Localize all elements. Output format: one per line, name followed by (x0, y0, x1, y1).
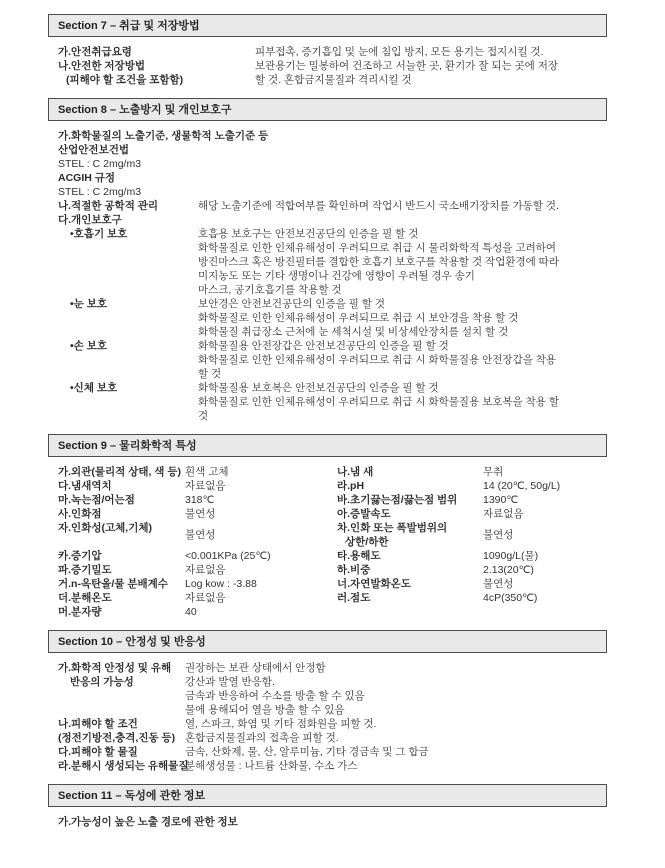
property-row (58, 577, 607, 591)
field-value: 화학물질로 인한 인체유해성이 우려되므로 취급 시 보안경을 착용 할 것 (198, 312, 519, 324)
property-label: 아.증발속도 (337, 508, 391, 520)
field-label: •신체 보호 (70, 382, 118, 394)
field-label: 나.안전한 저장방법 (58, 60, 145, 72)
field-value: 호흡용 보호구는 안전보건공단의 인증을 필 할 것 (198, 228, 419, 240)
property-label: 가.외관(물리적 상태, 색 등) (58, 466, 182, 478)
section-8-header: Section 8 – 노출방지 및 개인보호구 (48, 98, 607, 121)
section-9-header: Section 9 – 물리화학적 특성 (48, 434, 607, 457)
property-row (58, 465, 607, 479)
field-label: (정전기방전,충격,진동 등) (58, 732, 176, 744)
field-value: 방진마스크 혹은 방진필터를 결합한 호흡기 보호구를 착용할 것 작업환경에 따라 (198, 256, 559, 268)
property-value: 흰색 고체 (185, 466, 229, 478)
property-label: 더.분해온도 (58, 592, 112, 604)
field-value: 할 것 (198, 368, 222, 380)
property-value: Log kow : -3.88 (185, 578, 257, 590)
field-label: •호흡기 보호 (70, 228, 128, 240)
field-value: 보관용기는 밀봉하여 건조하고 서늘한 곳, 환기가 잘 되는 곳에 저장 (255, 60, 559, 72)
field-label: 가.안전취급요령 (58, 46, 132, 58)
property-label: 마.녹는점/어는점 (58, 494, 135, 506)
law-name: 산업안전보건법 (58, 144, 130, 156)
stel-value: STEL : C 2mg/m3 (58, 158, 142, 170)
property-value: 1390℃ (483, 494, 519, 506)
exposure-standards-heading: 가.화학물질의 노출기준, 생물학적 노출기준 등 (58, 130, 269, 142)
section-8-content (58, 129, 607, 423)
field-value: 물에 용해되어 열을 방출 할 수 있음 (185, 704, 345, 716)
property-value: 불연성 (185, 508, 216, 520)
property-row (58, 605, 607, 619)
ppe-item-respiratory (58, 227, 607, 297)
property-label: 바.초기끓는점/끓는점 범위 (337, 494, 458, 506)
field-value: 것 (198, 410, 209, 422)
ppe-heading: 다.개인보호구 (58, 214, 122, 226)
property-value: 14 (20℃, 50g/L) (483, 480, 561, 492)
field-value: 화학물질로 인한 인체유해성이 우려되므로 취급 시 화학물질용 보호복을 착용 할 (198, 396, 559, 408)
property-label: 하.비중 (337, 564, 371, 576)
property-value: 자료없음 (185, 592, 226, 604)
field-value: 분해생성물 : 나트륨 산화물, 수소 가스 (185, 760, 358, 772)
ppe-item-hand (58, 339, 607, 381)
field-value: 화학물질용 안전장갑은 안전보건공단의 인증을 필 할 것 (198, 340, 449, 352)
property-label: 거.n-옥탄올/물 분배계수 (58, 578, 168, 590)
ppe-item-eye (58, 297, 607, 339)
property-value: 40 (185, 606, 197, 618)
property-label: 타.용해도 (337, 550, 381, 562)
field-value: 강산과 발열 반응함. (185, 676, 275, 688)
property-row (58, 591, 607, 605)
field-label: 나.피해야 할 조건 (58, 718, 138, 730)
field-label: 다.피해야 할 물질 (58, 746, 138, 758)
property-label: 자.인화성(고체,기체) (58, 522, 152, 534)
materials-to-avoid-row (58, 745, 607, 759)
field-value: 화학물질로 인한 인체유해성이 우려되므로 취급 시 물리화학적 특성을 고려하여 (198, 242, 557, 254)
section-7-content (58, 45, 607, 87)
ppe-item-body (58, 381, 607, 423)
property-row (58, 493, 607, 507)
decomposition-products-row (58, 759, 607, 773)
field-value: 열, 스파크, 화염 및 기타 점화원을 피할 것. (185, 718, 377, 730)
stability-row (58, 661, 607, 717)
section-10-content (58, 661, 607, 773)
field-label: •손 보호 (70, 340, 108, 352)
field-label: 나.적절한 공학적 관리 (58, 200, 159, 212)
field-value: 보안경은 안전보건공단의 인증을 필 할 것 (198, 298, 386, 310)
property-value: 자료없음 (483, 508, 524, 520)
acgih-heading: ACGIH 규정 (58, 172, 116, 184)
property-value: 318℃ (185, 494, 215, 506)
field-label: (피해야 할 조건을 포함함) (66, 74, 184, 86)
property-label: 나.냄 새 (337, 466, 374, 478)
property-value: 자료없음 (185, 564, 226, 576)
property-label: 다.냄새역치 (58, 480, 112, 492)
property-value: 불연성 (483, 529, 514, 541)
property-value: 1090g/L(물) (483, 550, 539, 562)
field-value: 화학물질 취급장소 근처에 눈 세척시설 및 비상세안장치를 설치 할 것 (198, 326, 509, 338)
property-value: 자료없음 (185, 480, 226, 492)
property-label: 머.분자량 (58, 606, 102, 618)
field-value: 권장하는 보관 상태에서 안정함 (185, 662, 326, 674)
property-value: 2.13(20℃) (483, 564, 534, 576)
property-label: 파.증기밀도 (58, 564, 112, 576)
property-row (58, 507, 607, 521)
section-9-content (58, 465, 607, 619)
exposure-route-heading: 가.가능성이 높은 노출 경로에 관한 정보 (58, 816, 238, 828)
property-label: 카.증기압 (58, 550, 102, 562)
section-7-header: Section 7 – 취급 및 저장방법 (48, 14, 607, 37)
section-11-content (58, 815, 607, 829)
property-label: 라.pH (337, 480, 365, 492)
field-value: 미지농도 또는 기타 생명이나 건강에 영향이 우려될 경우 송기 (198, 270, 475, 282)
property-label: 러.점도 (337, 592, 371, 604)
field-value: 금속과 반응하여 수소를 방출 할 수 있음 (185, 690, 365, 702)
property-row (58, 479, 607, 493)
stel-value: STEL : C 2mg/m3 (58, 186, 142, 198)
field-value: 화학물질용 보호복은 안전보건공단의 인증을 필 할 것 (198, 382, 439, 394)
field-value: 할 것. 혼합금지물질과 격리시킬 것 (255, 74, 412, 86)
field-value: 화학물질로 인한 인체유해성이 우려되므로 취급 시 화학물질용 안전장갑을 착용 (198, 354, 557, 366)
property-row (58, 549, 607, 563)
field-label: 라.분해시 생성되는 유해물질 (58, 760, 189, 772)
property-value: 4cP(350℃) (483, 592, 538, 604)
property-row (58, 521, 607, 549)
conditions-to-avoid-row (58, 717, 607, 745)
field-value: 마스크, 공기호흡기를 착용할 것 (198, 284, 342, 296)
property-label: 너.자연발화온도 (337, 578, 411, 590)
section-10-header: Section 10 – 안정성 및 반응성 (48, 630, 607, 653)
field-value: 해당 노출기준에 적합여부를 확인하며 작업시 반드시 국소배기장치를 가동할 것. (198, 200, 559, 212)
section-11-header: Section 11 – 독성에 관한 정보 (48, 784, 607, 807)
field-label: 가.화학적 안정성 및 유해 (58, 662, 172, 674)
field-value: 금속, 산화제, 물, 산, 알루미늄, 기타 경금속 및 그 합금 (185, 746, 429, 758)
property-value: 불연성 (483, 578, 514, 590)
field-value: 피부접촉, 증기흡입 및 눈에 침입 방지, 모든 용기는 접지시킬 것. (255, 46, 544, 58)
property-value: 무취 (483, 466, 504, 478)
field-label: •눈 보호 (70, 298, 108, 310)
property-row (58, 563, 607, 577)
property-value: 불연성 (185, 529, 216, 541)
property-label: 사.인화점 (58, 508, 102, 520)
field-label: 반응의 가능성 (70, 676, 134, 688)
property-value: <0.001KPa (25℃) (185, 550, 271, 562)
property-label: 차.인화 또는 폭발범위의 상한/하한 (337, 522, 448, 548)
field-value: 혼합금지물질과의 접촉을 피할 것. (185, 732, 339, 744)
